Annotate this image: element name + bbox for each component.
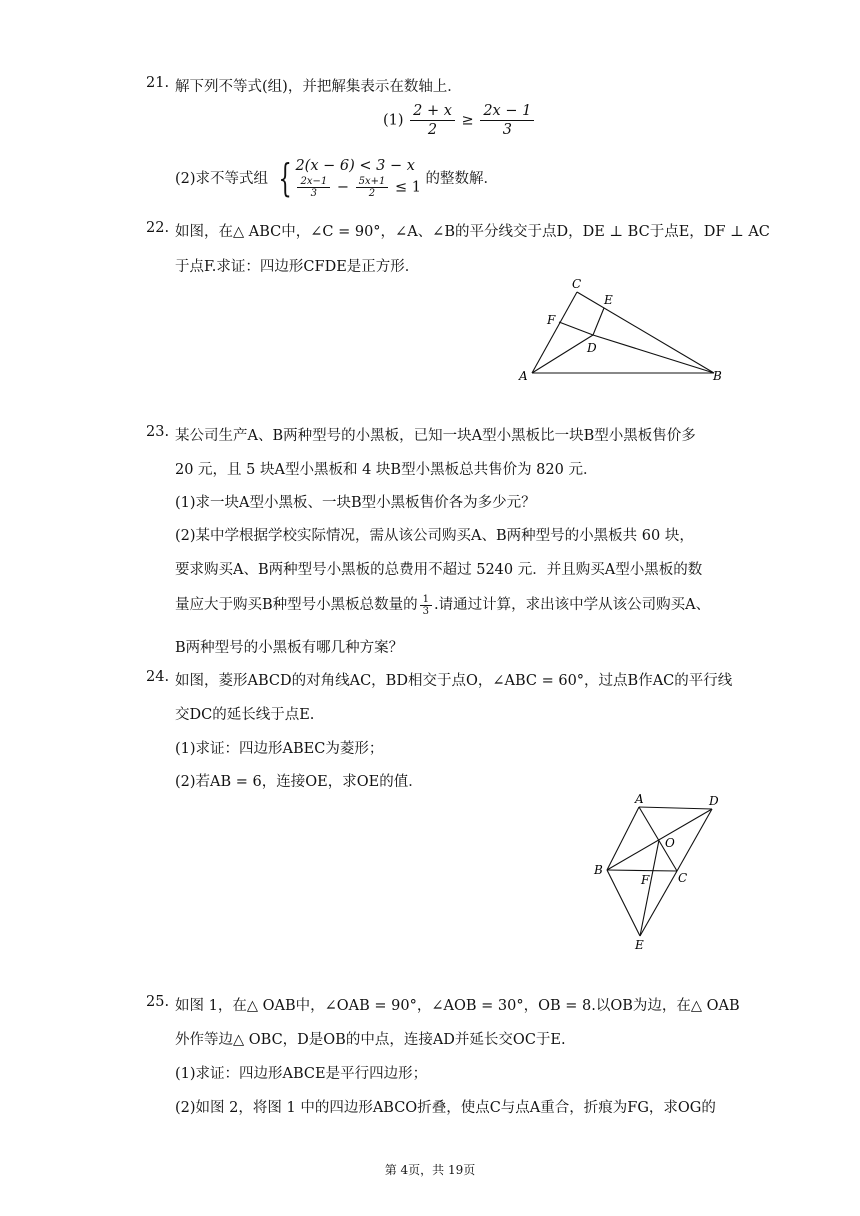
numerator: 2x−1 (297, 176, 330, 188)
inequality-1 (383, 102, 536, 139)
system-row-2 (295, 176, 420, 199)
system-rows (295, 156, 420, 199)
label-B: B (594, 863, 603, 877)
geq-sign: ≥ (461, 112, 474, 129)
fraction (480, 102, 534, 139)
page-footer: 第 4页，共 19页 (384, 1163, 476, 1177)
question-number: 25. (146, 994, 170, 1010)
question-text: 如图 1，在△ OAB中，∠OAB = 90°，∠AOB = 30°，OB = 8.以OB为边，在△ OAB (175, 998, 740, 1014)
label-D: D (709, 794, 719, 808)
inequality-system (175, 156, 498, 202)
denominator: 3 (502, 122, 512, 138)
label-C: C (572, 277, 582, 291)
label-A: A (635, 792, 644, 806)
question-number: 24. (146, 669, 170, 685)
label-F: F (641, 873, 650, 887)
question-number: 21. (146, 75, 170, 91)
label-E: E (635, 938, 644, 952)
question-text: B两种型号的小黑板有哪几种方案？ (175, 640, 404, 656)
left-brace: { (278, 155, 292, 200)
question-text: 某公司生产A、B两种型号的小黑板，已知一块A型小黑板比一块B型小黑板售价多 (175, 428, 696, 444)
fraction (297, 176, 330, 199)
denominator: 3 (422, 605, 430, 617)
text-segment: 量应大于购买B种型号小黑板总数量的 (175, 597, 418, 613)
label-D: D (587, 341, 597, 355)
triangle-figure (510, 272, 740, 387)
question-text: (1)求证：四边形ABCE是平行四边形； (175, 1066, 428, 1082)
question-number: 23. (146, 424, 170, 440)
question-text: 外作等边△ OBC，D是OB的中点，连接AD并延长交OC于E. (175, 1032, 566, 1048)
question-text: 如图，菱形ABCD的对角线AC，BD相交于点O，∠ABC = 60°，过点B作AC的平行线 (175, 673, 733, 689)
question-text (175, 593, 710, 617)
question-text: (2)如图 2，将图 1 中的四边形ABCO折叠，使点C与点A重合，折痕为FG，求OG的 (175, 1100, 716, 1116)
question-text: (1)求一块A型小黑板、一块B型小黑板售价各为多少元？ (175, 495, 536, 511)
leq-tail: ≤ 1 (394, 179, 421, 196)
question-text: (1)求证：四边形ABEC为菱形； (175, 741, 384, 757)
question-text: 于点F.求证：四边形CFDE是正方形． (175, 259, 420, 275)
label-C: C (678, 871, 688, 885)
question-text: 如图，在△ ABC中，∠C = 90°，∠A、∠B的平分线交于点D，DE ⊥ BC于点E，DF ⊥ AC (175, 224, 770, 240)
label-E: E (604, 293, 613, 307)
rhombus-figure (585, 790, 730, 955)
part-suffix: 的整数解． (425, 171, 499, 187)
part-label: (1) (383, 112, 404, 129)
question-text: (2)若AB = 6，连接OE，求OE的值． (175, 774, 423, 790)
question-text: (2)某中学根据学校实际情况，需从该公司购买A、B两种型号的小黑板共 60 块， (175, 528, 694, 544)
numerator: 5x+1 (356, 176, 389, 188)
label-A: A (519, 369, 528, 383)
fraction (410, 102, 455, 139)
question-text: 交DC的延长线于点E. (175, 707, 315, 723)
fraction (420, 594, 432, 617)
numerator: 1 (420, 594, 432, 606)
part-prefix: (2)求不等式组 (175, 171, 269, 187)
numerator: 2x − 1 (480, 102, 534, 121)
question-text: 20 元，且 5 块A型小黑板和 4 块B型小黑板总共售价为 820 元． (175, 462, 598, 478)
label-B: B (713, 369, 722, 383)
question-number: 22. (146, 220, 170, 236)
denominator: 3 (310, 188, 318, 199)
label-O: O (665, 836, 675, 850)
text-segment: .请通过计算，求出该中学从该公司购买A、 (434, 597, 711, 613)
question-text: 要求购买A、B两种型号小黑板的总费用不超过 5240 元．并且购买A型小黑板的数 (175, 562, 703, 578)
denominator: 2 (368, 188, 376, 199)
system-row-1: 2(x − 6) < 3 − x (295, 158, 415, 174)
minus-sign: − (336, 179, 349, 196)
question-text: 解下列不等式(组)，并把解集表示在数轴上． (175, 79, 462, 95)
fraction (356, 176, 389, 199)
numerator: 2 + x (410, 102, 455, 121)
label-F: F (547, 313, 556, 327)
denominator: 2 (427, 122, 438, 138)
